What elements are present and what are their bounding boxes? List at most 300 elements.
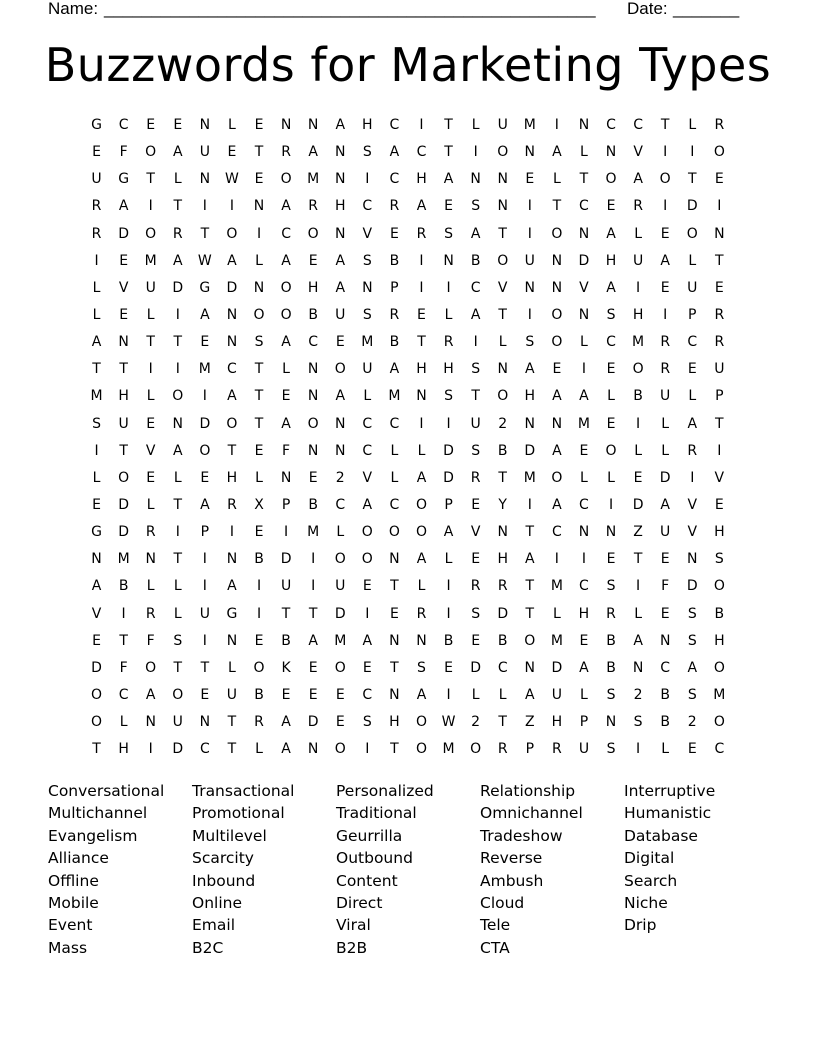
- grid-letter[interactable]: R: [633, 198, 643, 215]
- grid-letter[interactable]: A: [443, 171, 454, 188]
- grid-letter[interactable]: I: [446, 686, 451, 703]
- grid-letter[interactable]: N: [199, 714, 211, 731]
- grid-letter[interactable]: P: [281, 496, 291, 513]
- grid-letter[interactable]: N: [335, 442, 346, 459]
- grid-letter[interactable]: C: [362, 442, 373, 459]
- grid-letter[interactable]: N: [551, 252, 563, 269]
- grid-letter[interactable]: N: [118, 334, 129, 351]
- grid-letter[interactable]: E: [714, 171, 724, 188]
- grid-letter[interactable]: U: [687, 279, 698, 296]
- grid-letter[interactable]: T: [227, 714, 237, 731]
- grid-letter[interactable]: E: [687, 741, 697, 758]
- grid-letter[interactable]: L: [580, 469, 588, 486]
- grid-letter[interactable]: U: [199, 605, 210, 622]
- grid-letter[interactable]: M: [388, 388, 401, 405]
- grid-letter[interactable]: R: [497, 578, 508, 595]
- grid-letter[interactable]: A: [172, 252, 183, 269]
- grid-letter[interactable]: V: [687, 496, 698, 513]
- grid-letter[interactable]: S: [471, 442, 481, 459]
- grid-letter[interactable]: U: [551, 686, 562, 703]
- grid-letter[interactable]: E: [471, 496, 481, 513]
- grid-letter[interactable]: L: [173, 605, 182, 622]
- grid-letter[interactable]: D: [91, 659, 102, 676]
- grid-letter[interactable]: T: [173, 551, 183, 568]
- grid-letter[interactable]: A: [335, 279, 346, 296]
- grid-letter[interactable]: O: [226, 225, 238, 242]
- grid-letter[interactable]: E: [525, 171, 535, 188]
- grid-letter[interactable]: S: [362, 252, 372, 269]
- grid-letter[interactable]: E: [660, 551, 670, 568]
- grid-letter[interactable]: N: [226, 306, 238, 323]
- grid-letter[interactable]: T: [92, 361, 101, 378]
- grid-letter[interactable]: R: [145, 605, 156, 622]
- grid-letter[interactable]: L: [661, 442, 670, 459]
- grid-letter[interactable]: L: [661, 415, 670, 432]
- grid-letter[interactable]: O: [280, 306, 292, 323]
- grid-letter[interactable]: H: [307, 279, 319, 296]
- grid-letter[interactable]: N: [578, 225, 590, 242]
- grid-letter[interactable]: E: [92, 632, 101, 649]
- grid-letter[interactable]: R: [91, 225, 102, 242]
- grid-letter[interactable]: L: [173, 469, 182, 486]
- grid-letter[interactable]: O: [226, 415, 238, 432]
- grid-letter[interactable]: C: [551, 524, 562, 541]
- grid-letter[interactable]: I: [365, 605, 370, 622]
- grid-letter[interactable]: N: [524, 144, 536, 161]
- grid-letter[interactable]: A: [416, 469, 427, 486]
- grid-letter[interactable]: A: [633, 632, 643, 649]
- grid-letter[interactable]: D: [551, 659, 563, 676]
- grid-letter[interactable]: I: [636, 415, 641, 432]
- grid-letter[interactable]: E: [254, 524, 264, 541]
- grid-letter[interactable]: N: [578, 117, 590, 133]
- grid-letter[interactable]: I: [554, 551, 559, 568]
- grid-letter[interactable]: O: [172, 388, 184, 405]
- grid-letter[interactable]: T: [417, 334, 426, 351]
- grid-letter[interactable]: L: [255, 469, 263, 486]
- grid-letter[interactable]: P: [390, 279, 399, 296]
- grid-letter[interactable]: A: [172, 442, 183, 459]
- grid-letter[interactable]: U: [199, 144, 210, 161]
- grid-letter[interactable]: E: [687, 361, 697, 378]
- grid-letter[interactable]: I: [473, 334, 478, 351]
- grid-letter[interactable]: N: [335, 144, 346, 161]
- grid-letter[interactable]: N: [497, 171, 508, 188]
- grid-letter[interactable]: Y: [498, 496, 507, 513]
- grid-letter[interactable]: E: [444, 659, 453, 676]
- grid-letter[interactable]: I: [636, 741, 641, 758]
- grid-letter[interactable]: I: [256, 578, 262, 595]
- grid-letter[interactable]: P: [444, 496, 453, 513]
- grid-letter[interactable]: O: [551, 469, 563, 486]
- grid-letter[interactable]: L: [607, 388, 615, 405]
- grid-letter[interactable]: R: [172, 225, 183, 242]
- grid-letter[interactable]: O: [334, 361, 346, 378]
- grid-letter[interactable]: F: [661, 578, 670, 595]
- grid-letter[interactable]: M: [307, 171, 320, 188]
- grid-letter[interactable]: R: [714, 334, 725, 351]
- grid-letter[interactable]: E: [254, 117, 264, 133]
- grid-letter[interactable]: S: [471, 605, 481, 622]
- grid-letter[interactable]: R: [416, 225, 427, 242]
- grid-letter[interactable]: L: [146, 496, 155, 513]
- grid-letter[interactable]: S: [471, 361, 481, 378]
- grid-letter[interactable]: I: [419, 415, 424, 432]
- grid-letter[interactable]: U: [660, 524, 671, 541]
- grid-letter[interactable]: 2: [687, 714, 697, 731]
- grid-letter[interactable]: C: [606, 334, 616, 351]
- grid-letter[interactable]: N: [362, 279, 373, 296]
- grid-letter[interactable]: E: [714, 279, 724, 296]
- grid-letter[interactable]: O: [145, 659, 157, 676]
- grid-letter[interactable]: R: [254, 714, 264, 731]
- grid-letter[interactable]: T: [444, 117, 453, 133]
- grid-letter[interactable]: I: [202, 388, 207, 405]
- grid-letter[interactable]: I: [365, 741, 370, 758]
- grid-letter[interactable]: S: [362, 714, 372, 731]
- grid-letter[interactable]: 2: [335, 469, 345, 486]
- grid-letter[interactable]: L: [688, 117, 697, 133]
- grid-letter[interactable]: S: [633, 714, 643, 731]
- grid-letter[interactable]: A: [552, 496, 562, 513]
- grid-letter[interactable]: E: [606, 551, 616, 568]
- grid-letter[interactable]: R: [145, 524, 156, 541]
- grid-letter[interactable]: O: [605, 171, 617, 188]
- grid-letter[interactable]: A: [200, 496, 210, 513]
- grid-letter[interactable]: T: [173, 659, 183, 676]
- grid-letter[interactable]: A: [362, 632, 373, 649]
- grid-letter[interactable]: A: [200, 306, 210, 323]
- grid-letter[interactable]: O: [415, 496, 427, 513]
- grid-letter[interactable]: N: [524, 415, 536, 432]
- grid-letter[interactable]: I: [175, 361, 180, 378]
- grid-letter[interactable]: E: [362, 578, 372, 595]
- grid-letter[interactable]: V: [91, 605, 102, 622]
- grid-letter[interactable]: E: [146, 117, 156, 133]
- grid-letter[interactable]: I: [446, 578, 451, 595]
- grid-letter[interactable]: C: [362, 198, 373, 215]
- grid-letter[interactable]: I: [202, 578, 207, 595]
- grid-letter[interactable]: O: [172, 686, 184, 703]
- grid-letter[interactable]: G: [199, 279, 211, 296]
- grid-letter[interactable]: A: [525, 361, 535, 378]
- grid-letter[interactable]: U: [172, 714, 183, 731]
- grid-letter[interactable]: A: [552, 144, 562, 161]
- grid-letter[interactable]: O: [713, 714, 725, 731]
- grid-letter[interactable]: U: [226, 686, 238, 703]
- grid-letter[interactable]: A: [579, 388, 589, 405]
- grid-letter[interactable]: O: [334, 551, 346, 568]
- grid-letter[interactable]: H: [226, 469, 238, 486]
- grid-letter[interactable]: O: [361, 524, 373, 541]
- grid-letter[interactable]: I: [636, 279, 641, 296]
- grid-letter[interactable]: K: [281, 659, 291, 676]
- grid-letter[interactable]: G: [118, 171, 130, 188]
- grid-letter[interactable]: T: [390, 578, 399, 595]
- grid-letter[interactable]: E: [281, 686, 291, 703]
- grid-letter[interactable]: D: [118, 496, 129, 513]
- grid-letter[interactable]: F: [146, 632, 155, 649]
- grid-letter[interactable]: I: [311, 578, 316, 595]
- grid-letter[interactable]: T: [308, 605, 318, 622]
- grid-letter[interactable]: C: [497, 659, 508, 676]
- grid-letter[interactable]: I: [608, 496, 614, 513]
- grid-letter[interactable]: S: [687, 632, 697, 649]
- grid-letter[interactable]: O: [199, 442, 211, 459]
- grid-letter[interactable]: M: [550, 632, 563, 649]
- grid-letter[interactable]: N: [226, 334, 238, 351]
- grid-letter[interactable]: N: [605, 524, 617, 541]
- grid-letter[interactable]: O: [551, 334, 563, 351]
- grid-letter[interactable]: 2: [633, 686, 643, 703]
- grid-letter[interactable]: N: [659, 632, 671, 649]
- grid-letter[interactable]: I: [202, 551, 207, 568]
- grid-letter[interactable]: D: [497, 605, 509, 622]
- grid-letter[interactable]: N: [605, 714, 617, 731]
- grid-letter[interactable]: C: [714, 741, 725, 758]
- grid-letter[interactable]: N: [199, 117, 211, 133]
- grid-letter[interactable]: O: [713, 578, 725, 595]
- grid-letter[interactable]: E: [254, 632, 264, 649]
- grid-letter[interactable]: H: [334, 198, 346, 215]
- grid-letter[interactable]: E: [417, 306, 426, 323]
- grid-letter[interactable]: V: [579, 279, 589, 296]
- grid-letter[interactable]: C: [199, 741, 210, 758]
- grid-letter[interactable]: E: [660, 279, 670, 296]
- grid-letter[interactable]: C: [227, 361, 237, 378]
- grid-letter[interactable]: E: [146, 415, 156, 432]
- grid-letter[interactable]: L: [417, 578, 426, 595]
- grid-letter[interactable]: T: [119, 442, 128, 459]
- grid-letter[interactable]: L: [363, 388, 372, 405]
- grid-letter[interactable]: R: [389, 198, 400, 215]
- grid-letter[interactable]: B: [281, 632, 291, 649]
- grid-letter[interactable]: N: [714, 225, 725, 242]
- grid-letter[interactable]: A: [335, 388, 346, 405]
- grid-letter[interactable]: L: [634, 605, 642, 622]
- grid-letter[interactable]: M: [550, 578, 563, 595]
- grid-letter[interactable]: S: [606, 578, 616, 595]
- grid-letter[interactable]: L: [688, 388, 697, 405]
- grid-letter[interactable]: P: [579, 714, 589, 731]
- grid-letter[interactable]: I: [581, 361, 587, 378]
- grid-letter[interactable]: H: [578, 605, 590, 622]
- grid-letter[interactable]: A: [308, 632, 318, 649]
- grid-letter[interactable]: I: [717, 198, 722, 215]
- grid-letter[interactable]: O: [497, 388, 509, 405]
- grid-letter[interactable]: S: [606, 306, 616, 323]
- grid-letter[interactable]: A: [227, 388, 237, 405]
- grid-letter[interactable]: I: [175, 306, 180, 323]
- grid-letter[interactable]: D: [686, 578, 698, 595]
- grid-letter[interactable]: N: [307, 388, 319, 405]
- grid-letter[interactable]: A: [91, 334, 102, 351]
- grid-letter[interactable]: M: [334, 632, 347, 649]
- grid-letter[interactable]: L: [92, 279, 101, 296]
- grid-letter[interactable]: C: [389, 496, 400, 513]
- grid-letter[interactable]: E: [92, 144, 101, 161]
- grid-letter[interactable]: T: [579, 171, 589, 188]
- grid-letter[interactable]: B: [254, 551, 264, 568]
- grid-letter[interactable]: L: [552, 171, 561, 188]
- grid-letter[interactable]: B: [497, 632, 508, 649]
- grid-letter[interactable]: S: [606, 741, 616, 758]
- grid-letter[interactable]: T: [119, 361, 128, 378]
- grid-letter[interactable]: E: [308, 659, 318, 676]
- grid-letter[interactable]: G: [91, 117, 102, 133]
- grid-letter[interactable]: V: [714, 469, 725, 486]
- grid-letter[interactable]: M: [713, 686, 726, 703]
- grid-letter[interactable]: L: [661, 741, 670, 758]
- grid-letter[interactable]: B: [308, 496, 318, 513]
- grid-letter[interactable]: E: [254, 171, 264, 188]
- grid-letter[interactable]: E: [335, 686, 345, 703]
- grid-letter[interactable]: B: [389, 334, 400, 351]
- grid-letter[interactable]: T: [92, 741, 101, 758]
- grid-letter[interactable]: C: [362, 686, 373, 703]
- grid-letter[interactable]: A: [633, 171, 643, 188]
- grid-letter[interactable]: U: [91, 171, 102, 188]
- grid-letter[interactable]: C: [416, 144, 427, 161]
- grid-letter[interactable]: T: [281, 605, 291, 622]
- grid-letter[interactable]: B: [606, 659, 616, 676]
- grid-letter[interactable]: D: [172, 279, 184, 296]
- grid-letter[interactable]: C: [660, 659, 671, 676]
- grid-letter[interactable]: V: [145, 442, 156, 459]
- grid-letter[interactable]: O: [415, 524, 427, 541]
- grid-letter[interactable]: L: [471, 686, 480, 703]
- grid-letter[interactable]: S: [254, 334, 264, 351]
- grid-letter[interactable]: L: [173, 578, 182, 595]
- grid-letter[interactable]: I: [94, 442, 99, 459]
- grid-letter[interactable]: H: [524, 388, 536, 405]
- grid-letter[interactable]: T: [687, 171, 697, 188]
- grid-letter[interactable]: E: [119, 306, 129, 323]
- grid-letter[interactable]: A: [443, 524, 454, 541]
- grid-letter[interactable]: A: [606, 225, 616, 242]
- grid-letter[interactable]: I: [663, 306, 668, 323]
- grid-letter[interactable]: R: [416, 605, 427, 622]
- grid-letter[interactable]: I: [527, 496, 532, 513]
- grid-letter[interactable]: V: [687, 524, 698, 541]
- grid-letter[interactable]: H: [714, 632, 725, 649]
- grid-letter[interactable]: N: [687, 551, 698, 568]
- grid-letter[interactable]: C: [633, 117, 643, 133]
- grid-letter[interactable]: N: [307, 117, 319, 133]
- grid-letter[interactable]: A: [281, 415, 291, 432]
- grid-letter[interactable]: M: [198, 361, 211, 378]
- grid-letter[interactable]: H: [118, 388, 129, 405]
- grid-letter[interactable]: O: [91, 714, 103, 731]
- grid-letter[interactable]: N: [253, 198, 265, 215]
- grid-letter[interactable]: U: [335, 578, 346, 595]
- grid-letter[interactable]: L: [146, 306, 155, 323]
- grid-letter[interactable]: E: [308, 686, 318, 703]
- grid-letter[interactable]: C: [470, 279, 481, 296]
- grid-letter[interactable]: U: [335, 306, 346, 323]
- grid-letter[interactable]: T: [498, 469, 507, 486]
- grid-letter[interactable]: E: [471, 632, 481, 649]
- grid-letter[interactable]: L: [146, 388, 155, 405]
- grid-letter[interactable]: H: [714, 524, 725, 541]
- grid-letter[interactable]: N: [145, 551, 156, 568]
- grid-letter[interactable]: B: [660, 714, 670, 731]
- grid-letter[interactable]: T: [525, 578, 535, 595]
- grid-letter[interactable]: S: [606, 686, 616, 703]
- grid-letter[interactable]: S: [714, 551, 724, 568]
- grid-letter[interactable]: T: [525, 524, 535, 541]
- grid-letter[interactable]: I: [284, 524, 289, 541]
- grid-letter[interactable]: L: [688, 252, 697, 269]
- grid-letter[interactable]: N: [389, 632, 400, 649]
- grid-letter[interactable]: C: [579, 198, 589, 215]
- grid-letter[interactable]: N: [524, 279, 536, 296]
- grid-letter[interactable]: A: [416, 198, 427, 215]
- grid-letter[interactable]: E: [362, 659, 372, 676]
- grid-letter[interactable]: T: [254, 388, 264, 405]
- grid-letter[interactable]: S: [444, 225, 453, 242]
- grid-letter[interactable]: D: [659, 469, 671, 486]
- grid-letter[interactable]: A: [172, 144, 183, 161]
- grid-letter[interactable]: R: [687, 442, 698, 459]
- grid-letter[interactable]: E: [119, 252, 129, 269]
- grid-letter[interactable]: A: [227, 578, 237, 595]
- grid-letter[interactable]: T: [444, 144, 453, 161]
- grid-letter[interactable]: A: [145, 686, 156, 703]
- grid-letter[interactable]: A: [660, 252, 670, 269]
- grid-letter[interactable]: B: [606, 632, 616, 649]
- grid-letter[interactable]: O: [713, 659, 725, 676]
- grid-letter[interactable]: R: [443, 334, 454, 351]
- grid-letter[interactable]: L: [444, 306, 453, 323]
- grid-letter[interactable]: A: [687, 415, 698, 432]
- grid-letter[interactable]: M: [632, 334, 645, 351]
- grid-letter[interactable]: L: [390, 469, 399, 486]
- grid-letter[interactable]: I: [175, 524, 180, 541]
- grid-letter[interactable]: I: [446, 415, 451, 432]
- grid-letter[interactable]: G: [226, 605, 238, 622]
- grid-letter[interactable]: M: [523, 469, 536, 486]
- grid-letter[interactable]: M: [117, 551, 130, 568]
- grid-letter[interactable]: P: [688, 306, 697, 323]
- grid-letter[interactable]: E: [173, 117, 183, 133]
- grid-letter[interactable]: T: [498, 306, 507, 323]
- grid-letter[interactable]: N: [172, 415, 184, 432]
- grid-letter[interactable]: I: [148, 361, 153, 378]
- grid-letter[interactable]: D: [118, 524, 129, 541]
- grid-letter[interactable]: B: [497, 442, 508, 459]
- grid-letter[interactable]: V: [470, 524, 481, 541]
- grid-letter[interactable]: L: [336, 524, 345, 541]
- grid-letter[interactable]: T: [498, 225, 507, 242]
- grid-letter[interactable]: O: [497, 144, 509, 161]
- grid-letter[interactable]: T: [200, 659, 210, 676]
- grid-letter[interactable]: D: [443, 442, 454, 459]
- grid-letter[interactable]: T: [471, 388, 480, 405]
- grid-letter[interactable]: O: [551, 225, 563, 242]
- grid-letter[interactable]: R: [497, 741, 508, 758]
- grid-letter[interactable]: C: [335, 496, 346, 513]
- grid-letter[interactable]: L: [228, 659, 236, 676]
- grid-letter[interactable]: N: [307, 741, 319, 758]
- grid-letter[interactable]: I: [148, 198, 153, 215]
- grid-letter[interactable]: F: [282, 442, 291, 459]
- grid-letter[interactable]: T: [146, 334, 155, 351]
- grid-letter[interactable]: N: [307, 361, 319, 378]
- grid-letter[interactable]: C: [579, 578, 589, 595]
- grid-letter[interactable]: N: [226, 632, 238, 649]
- grid-letter[interactable]: D: [443, 469, 454, 486]
